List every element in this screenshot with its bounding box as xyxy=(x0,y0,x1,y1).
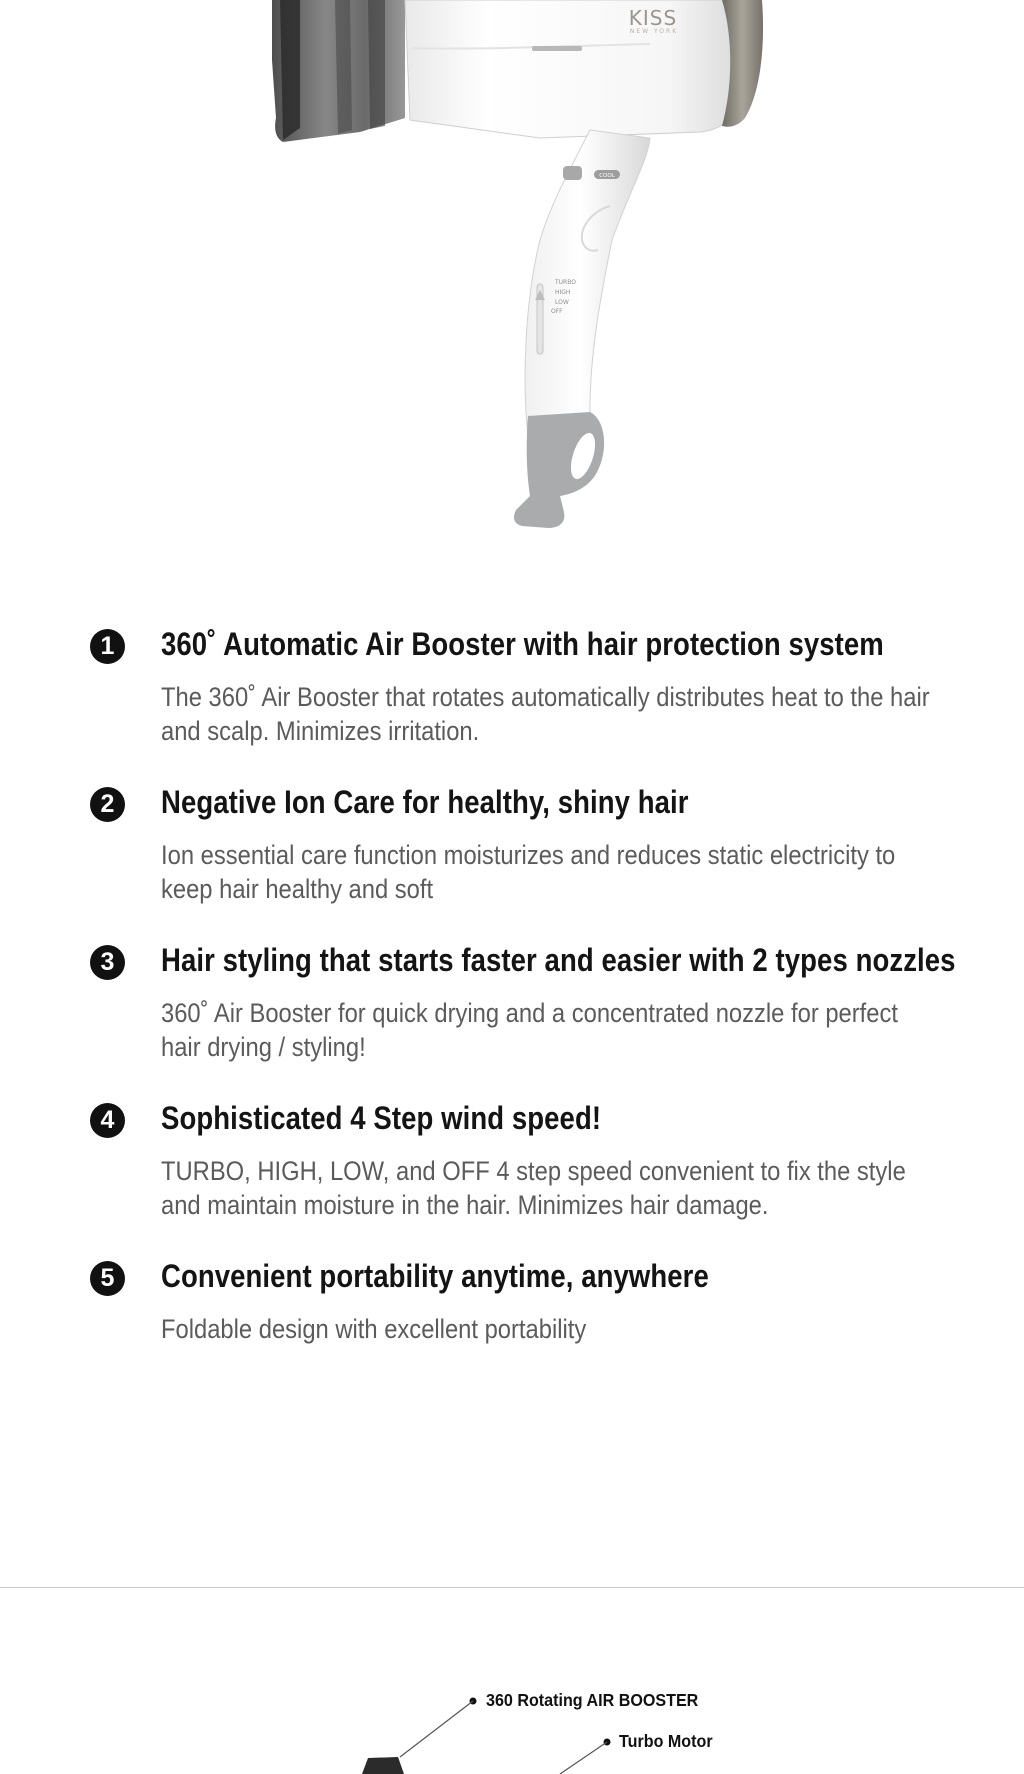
section-divider xyxy=(0,1587,1024,1588)
brand-sub: NEW YORK xyxy=(629,28,679,35)
svg-text:LOW: LOW xyxy=(555,299,569,306)
feature-description: Foldable design with excellent portability xyxy=(161,1314,587,1344)
dryer-body xyxy=(405,0,735,138)
feature-title: Convenient portability anytime, anywhere xyxy=(161,1258,709,1294)
callout-turbo-motor: Turbo Motor xyxy=(619,1731,713,1751)
feature-title: Hair styling that starts faster and easier with 2 types nozzles xyxy=(161,942,956,978)
parts-diagram xyxy=(0,1600,1024,1774)
feature-title: 360˚ Automatic Air Booster with hair protection system xyxy=(161,626,884,662)
diagram-lines xyxy=(0,1600,1024,1774)
svg-text:COOL: COOL xyxy=(599,173,615,179)
feature-description: TURBO, HIGH, LOW, and OFF 4 step speed convenient to fix the style and maintain moisture in the hair. Minimizes hair damage. xyxy=(161,1156,906,1220)
feature-number-badge: 4 xyxy=(90,1103,125,1138)
brand-logo: KISS xyxy=(628,6,678,30)
dryer-handle xyxy=(525,130,650,436)
feature-description: The 360˚ Air Booster that rotates automatically distributes heat to the hair and scalp. Minimizes irritation. xyxy=(161,682,930,746)
feature-item xyxy=(90,778,990,936)
feature-item xyxy=(90,1252,990,1410)
feature-number-badge: 2 xyxy=(90,787,125,822)
feature-description: Ion essential care function moisturizes and reduces static electricity to keep hair healthy and soft xyxy=(161,840,896,904)
nozzle xyxy=(272,0,405,142)
feature-number-badge: 1 xyxy=(90,629,125,664)
feature-title: Sophisticated 4 Step wind speed! xyxy=(161,1100,602,1136)
feature-item xyxy=(90,620,990,778)
feature-number-badge: 5 xyxy=(90,1261,125,1296)
callout-air-booster: 360 Rotating AIR BOOSTER xyxy=(486,1690,699,1710)
hang-loop xyxy=(514,412,604,528)
svg-text:HIGH: HIGH xyxy=(555,289,571,296)
feature-number-badge: 3 xyxy=(90,945,125,980)
feature-title: Negative Ion Care for healthy, shiny hair xyxy=(161,784,689,820)
feature-item xyxy=(90,1094,990,1252)
svg-text:TURBO: TURBO xyxy=(555,279,576,286)
hair-dryer-image xyxy=(0,0,1024,540)
feature-description: 360˚ Air Booster for quick drying and a concentrated nozzle for perfect hair drying / styling! xyxy=(161,998,898,1062)
feature-item xyxy=(90,936,990,1094)
svg-text:OFF: OFF xyxy=(551,308,563,315)
diagram-dryer-nozzle xyxy=(362,1757,404,1774)
feature-list xyxy=(90,620,990,1410)
